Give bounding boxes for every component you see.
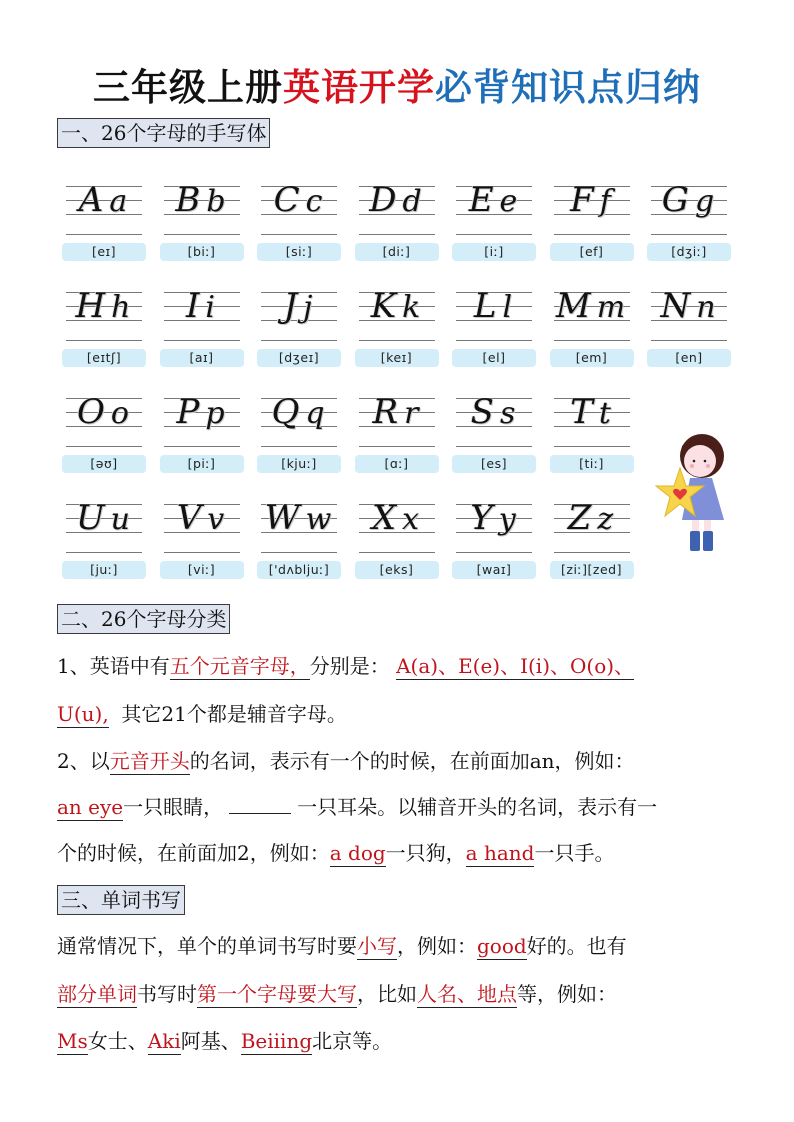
letter-glyphs [456, 286, 532, 328]
writing-guide-line [66, 234, 142, 235]
handwriting-area [164, 282, 240, 346]
letter-card [353, 388, 441, 476]
phonetic-label: [es] [452, 455, 536, 473]
lowercase-letter: d [402, 184, 424, 219]
letter-glyphs [456, 392, 532, 434]
letter-card [548, 388, 636, 476]
phonetic-label: [eks] [355, 561, 439, 579]
phonetic-label: [ziː][zed] [550, 561, 634, 579]
letter-card [158, 494, 246, 582]
letter-glyphs [554, 180, 630, 222]
letter-glyphs [66, 392, 142, 434]
uppercase-letter: E [468, 180, 496, 220]
letter-card [353, 282, 441, 370]
letter-card [158, 282, 246, 370]
letter-card [60, 494, 148, 582]
letter-card [548, 494, 636, 582]
uppercase-letter: B [175, 180, 203, 220]
title-part-english: 英语开学 [283, 66, 435, 109]
answer-vowel-start: 元音开头 [109, 749, 190, 773]
letter-card [60, 176, 148, 264]
letter-glyphs [359, 286, 435, 328]
letter-glyphs [164, 498, 240, 540]
phonetic-label: [piː] [160, 455, 244, 473]
section-heading-classification: 二、26个字母分类 [57, 604, 230, 634]
letter-card [645, 176, 733, 264]
text: 个的时候，在前面加2，例如： [57, 841, 330, 865]
uppercase-letter: T [570, 392, 595, 432]
lowercase-letter: x [402, 502, 422, 537]
text: 好的。也有 [526, 934, 627, 958]
example-a-hand: a hand [465, 841, 535, 865]
handwriting-area [66, 494, 142, 558]
text: 一只手。 [534, 841, 615, 865]
text: 分别是： [309, 654, 390, 678]
letter-glyphs [359, 498, 435, 540]
answer-lowercase: 小写 [357, 934, 397, 958]
text: 阿基、 [180, 1029, 241, 1053]
section-heading-word-writing: 三、单词书写 [57, 885, 185, 915]
uppercase-letter: P [176, 392, 202, 432]
writing-guide-line [456, 446, 532, 447]
handwriting-area [261, 494, 337, 558]
phonetic-label: [kjuː] [257, 455, 341, 473]
answer-vowel-list: A(a)、E(e)、I(i)、O(o)、 [396, 654, 635, 678]
letter-card [158, 176, 246, 264]
letter-glyphs [164, 286, 240, 328]
uppercase-letter: V [176, 498, 204, 538]
phonetic-label: ['dʌbljuː] [257, 561, 341, 579]
handwriting-area [359, 494, 435, 558]
uppercase-letter: G [661, 180, 691, 220]
phonetic-label: [el] [452, 349, 536, 367]
phonetic-label: [tiː] [550, 455, 634, 473]
writing-guide-line [164, 234, 240, 235]
letter-card [353, 494, 441, 582]
writing-guide-line [164, 340, 240, 341]
uppercase-letter: Y [470, 498, 495, 538]
example-ms: Ms [57, 1029, 88, 1053]
handwriting-area [456, 388, 532, 452]
text: 的名词，表示有一个的时候，在前面加an，例如： [189, 749, 635, 773]
lowercase-letter: a [109, 184, 130, 219]
page-title [0, 64, 794, 112]
uppercase-letter: K [370, 286, 399, 326]
paragraph-writing-line1 [57, 934, 627, 958]
example-good: good [477, 934, 527, 958]
answer-some-words: 部分单词 [57, 982, 137, 1006]
fill-in-blank[interactable] [229, 795, 291, 814]
writing-guide-line [164, 552, 240, 553]
letter-glyphs [66, 498, 142, 540]
text: 书写时 [137, 982, 197, 1006]
uppercase-letter: C [273, 180, 302, 220]
phonetic-label: [en] [647, 349, 731, 367]
lowercase-letter: o [110, 396, 131, 431]
lowercase-letter: j [303, 290, 315, 325]
letter-card [353, 176, 441, 264]
handwriting-area [66, 282, 142, 346]
handwriting-area [359, 282, 435, 346]
handwriting-area [261, 176, 337, 240]
text: 1、英语中有 [57, 654, 170, 678]
letter-glyphs [261, 498, 337, 540]
answer-five-vowels: 五个元音字母， [169, 654, 310, 678]
letter-glyphs [261, 286, 337, 328]
writing-guide-line [261, 446, 337, 447]
phonetic-label: [diː] [355, 243, 439, 261]
uppercase-letter: J [283, 286, 300, 326]
text: 女士、 [87, 1029, 148, 1053]
uppercase-letter: Q [271, 392, 302, 432]
letter-card [60, 282, 148, 370]
writing-guide-line [66, 446, 142, 447]
text: ，例如： [397, 934, 477, 958]
writing-guide-line [66, 552, 142, 553]
phonetic-label: [dʒeɪ] [257, 349, 341, 367]
letter-card [645, 282, 733, 370]
letter-glyphs [456, 498, 532, 540]
lowercase-letter: c [305, 184, 325, 219]
text: 等，例如： [517, 982, 617, 1006]
handwriting-area [261, 282, 337, 346]
letter-glyphs [651, 180, 727, 222]
handwriting-area [554, 388, 630, 452]
writing-guide-line [554, 234, 630, 235]
phonetic-label: [biː] [160, 243, 244, 261]
paragraph-articles-line3 [57, 841, 614, 865]
letter-card [255, 388, 343, 476]
writing-guide-line [456, 552, 532, 553]
phonetic-label: [ef] [550, 243, 634, 261]
letter-card [548, 176, 636, 264]
handwriting-area [164, 388, 240, 452]
handwriting-area [261, 388, 337, 452]
text: 一只眼睛， [123, 795, 224, 819]
phonetic-label: [eɪtʃ] [62, 349, 146, 367]
title-part-summary: 必背知识点归纳 [435, 66, 701, 109]
letter-card [450, 282, 538, 370]
phonetic-label: [eɪ] [62, 243, 146, 261]
uppercase-letter: I [185, 286, 202, 326]
lowercase-letter: i [205, 290, 218, 325]
lowercase-letter: m [596, 290, 628, 325]
letter-card [255, 176, 343, 264]
paragraph-articles-line2 [57, 795, 657, 819]
answer-names-places: 人名、地点 [417, 982, 517, 1006]
writing-guide-line [261, 552, 337, 553]
title-part-grade: 三年级上册 [93, 66, 283, 109]
lowercase-letter: z [597, 502, 616, 537]
letter-card [450, 494, 538, 582]
handwriting-area [164, 494, 240, 558]
writing-guide-line [66, 340, 142, 341]
writing-guide-line [554, 446, 630, 447]
uppercase-letter: R [372, 392, 401, 432]
lowercase-letter: l [502, 290, 515, 325]
writing-guide-line [359, 234, 435, 235]
uppercase-letter: A [78, 180, 106, 220]
lowercase-letter: f [599, 184, 613, 219]
letter-card [60, 388, 148, 476]
uppercase-letter: S [470, 392, 496, 432]
example-an-eye: an eye [57, 795, 124, 819]
handwriting-area [66, 388, 142, 452]
letter-card [158, 388, 246, 476]
uppercase-letter: U [76, 498, 107, 538]
lowercase-letter: h [111, 290, 133, 325]
phonetic-label: [ɑː] [355, 455, 439, 473]
letter-card [255, 282, 343, 370]
phonetic-label: [iː] [452, 243, 536, 261]
writing-guide-line [651, 340, 727, 341]
handwriting-area [164, 176, 240, 240]
phonetic-label: [em] [550, 349, 634, 367]
lowercase-letter: y [498, 502, 518, 537]
lowercase-letter: g [694, 184, 717, 219]
handwriting-area [651, 282, 727, 346]
letter-glyphs [554, 286, 630, 328]
writing-guide-line [456, 234, 532, 235]
uppercase-letter: F [570, 180, 596, 220]
paragraph-articles-line1 [57, 749, 635, 773]
letter-glyphs [651, 286, 727, 328]
section-heading-handwriting: 一、26个字母的手写体 [57, 118, 270, 148]
letter-glyphs [359, 180, 435, 222]
lowercase-letter: e [499, 184, 520, 219]
uppercase-letter: H [75, 286, 108, 326]
example-aki: Aki [147, 1029, 181, 1053]
handwriting-area [359, 176, 435, 240]
answer-vowel-u: U(u), [57, 702, 109, 726]
uppercase-letter: L [473, 286, 499, 326]
example-a-dog: a dog [329, 841, 386, 865]
phonetic-label: [dʒiː] [647, 243, 731, 261]
letter-card [255, 494, 343, 582]
handwriting-area [456, 494, 532, 558]
lowercase-letter: r [404, 396, 421, 431]
paragraph-writing-line3 [57, 1029, 392, 1053]
handwriting-area [554, 176, 630, 240]
letter-glyphs [554, 498, 630, 540]
letter-card [450, 388, 538, 476]
handwriting-area [66, 176, 142, 240]
lowercase-letter: s [499, 396, 518, 431]
letter-glyphs [66, 180, 142, 222]
uppercase-letter: D [369, 180, 399, 220]
text: 一只耳朵。以辅音开头的名词，表示有一 [297, 795, 658, 819]
phonetic-label: [waɪ] [452, 561, 536, 579]
writing-guide-line [554, 552, 630, 553]
lowercase-letter: t [598, 396, 613, 431]
handwriting-area [359, 388, 435, 452]
uppercase-letter: Z [567, 498, 594, 538]
girl-with-star-illustration [652, 428, 742, 558]
answer-capitalize-first: 第一个字母要大写 [197, 982, 357, 1006]
paragraph-writing-line2 [57, 982, 617, 1006]
text: 一只狗， [385, 841, 466, 865]
text: 2、以 [57, 749, 110, 773]
lowercase-letter: b [206, 184, 228, 219]
lowercase-letter: k [402, 290, 423, 325]
writing-guide-line [651, 234, 727, 235]
uppercase-letter: N [660, 286, 693, 326]
letter-glyphs [261, 392, 337, 434]
letter-glyphs [164, 392, 240, 434]
lowercase-letter: u [110, 502, 132, 537]
paragraph-vowels-line2 [57, 702, 347, 726]
phonetic-label: [aɪ] [160, 349, 244, 367]
girl-star-icon [652, 428, 742, 558]
handwriting-area [456, 282, 532, 346]
lowercase-letter: q [305, 396, 327, 431]
phonetic-label: [əʊ] [62, 455, 146, 473]
letter-glyphs [164, 180, 240, 222]
letter-glyphs [554, 392, 630, 434]
uppercase-letter: X [371, 498, 399, 538]
phonetic-label: [keɪ] [355, 349, 439, 367]
uppercase-letter: W [264, 498, 302, 538]
handwriting-area [554, 494, 630, 558]
text: ，比如 [357, 982, 417, 1006]
lowercase-letter: n [696, 290, 718, 325]
text: 北京等。 [312, 1029, 393, 1053]
example-beijing: Beiiing [240, 1029, 313, 1053]
lowercase-letter: p [205, 396, 227, 431]
phonetic-label: [viː] [160, 561, 244, 579]
phonetic-label: [siː] [257, 243, 341, 261]
writing-guide-line [261, 340, 337, 341]
lowercase-letter: w [305, 502, 334, 537]
handwriting-area [456, 176, 532, 240]
uppercase-letter: M [555, 286, 593, 326]
text: 通常情况下，单个的单词书写时要 [57, 934, 357, 958]
lowercase-letter: v [207, 502, 227, 537]
letter-glyphs [66, 286, 142, 328]
phonetic-label: [juː] [62, 561, 146, 579]
writing-guide-line [164, 446, 240, 447]
writing-guide-line [261, 234, 337, 235]
handwriting-area [651, 176, 727, 240]
letter-card [450, 176, 538, 264]
writing-guide-line [359, 552, 435, 553]
letter-card [548, 282, 636, 370]
handwriting-area [554, 282, 630, 346]
letter-glyphs [456, 180, 532, 222]
paragraph-vowels-line1 [57, 654, 634, 678]
writing-guide-line [359, 446, 435, 447]
writing-guide-line [359, 340, 435, 341]
letter-glyphs [261, 180, 337, 222]
writing-guide-line [456, 340, 532, 341]
letter-glyphs [359, 392, 435, 434]
text: 其它21个都是辅音字母。 [121, 702, 347, 726]
writing-guide-line [554, 340, 630, 341]
uppercase-letter: O [77, 392, 107, 432]
